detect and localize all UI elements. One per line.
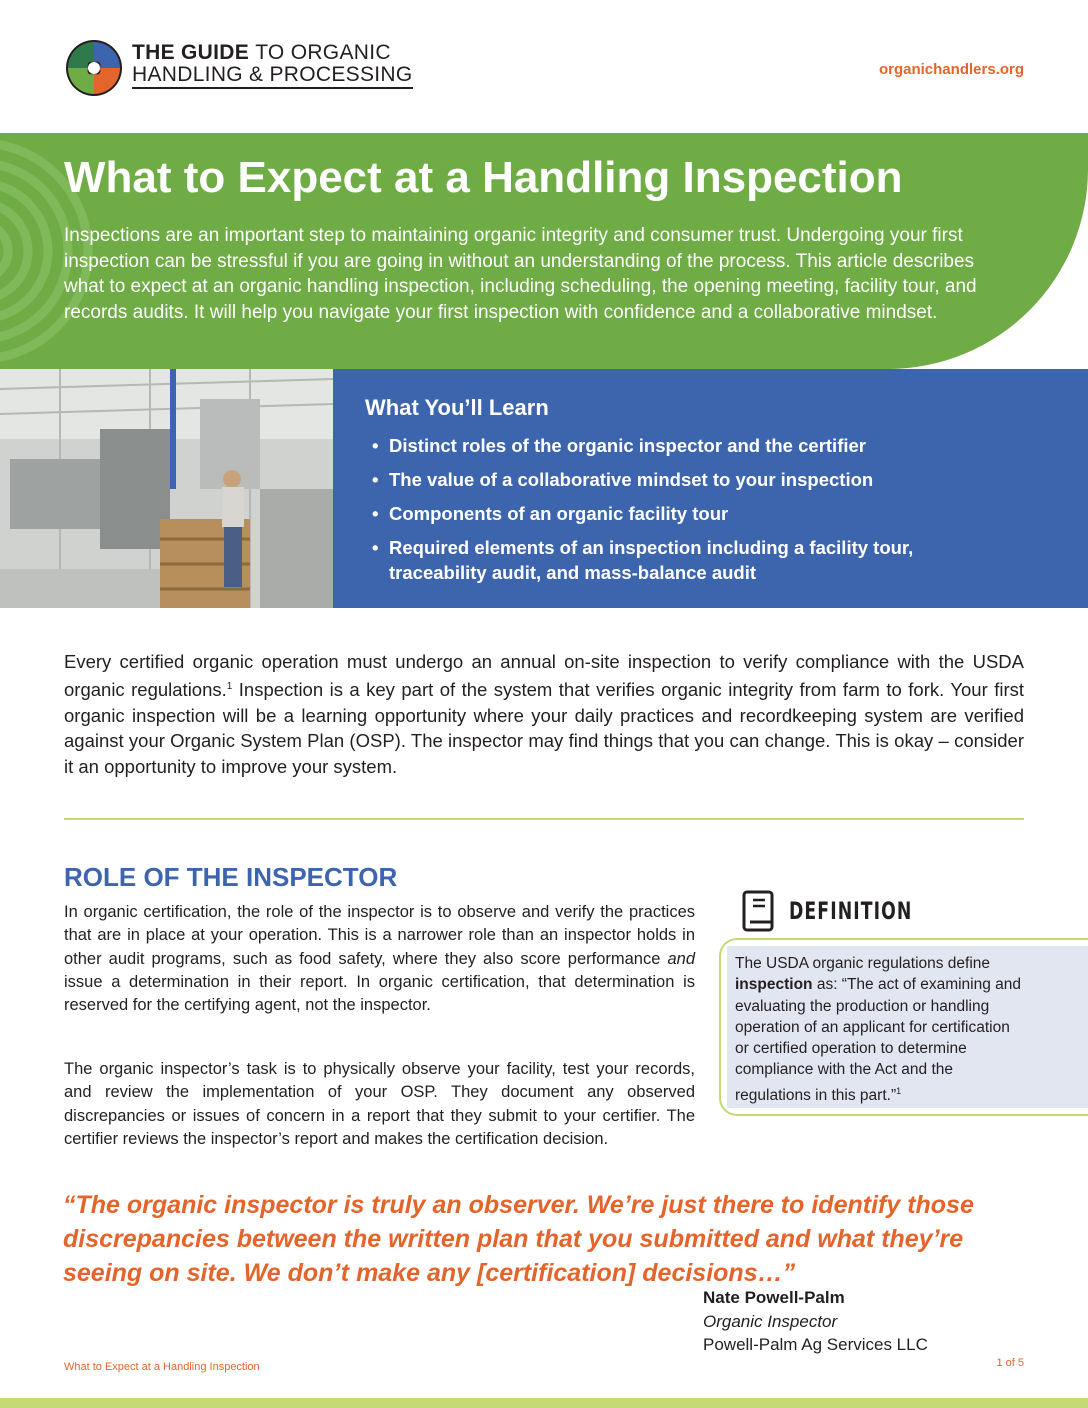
footer-bar — [0, 1398, 1088, 1408]
learn-item: • Distinct roles of the organic inspector and the certifier — [372, 433, 992, 458]
definition-label: DEFINITION — [789, 897, 913, 925]
definition-text — [735, 953, 1025, 1106]
role-p1-a: In organic certification, the role of the inspector is to observe and verify the practices that are in place at your operation. This is a narrower role than an inspector holds in other audit programs, such as food safety, where they also score performance — [64, 903, 695, 968]
role-paragraph-1 — [64, 901, 695, 1017]
intro-paragraph — [64, 649, 1024, 779]
footnote-ref[interactable]: 1 — [226, 681, 233, 693]
learn-title: What You’ll Learn — [365, 395, 549, 420]
quote-author-role: Organic Inspector — [703, 1312, 838, 1331]
book-icon — [741, 890, 775, 932]
footer-title: What to Expect at a Handling Inspection — [64, 1361, 260, 1373]
quote-author: Nate Powell-Palm — [703, 1288, 845, 1307]
brand-line2: HANDLING & PROCESSING — [132, 64, 413, 89]
learn-item: • The value of a collaborative mindset to your inspection — [372, 467, 992, 492]
para1-text-a: Every certified organic operation must undergo an annual on-site inspection to verify compliance with the USDA organic regulations. — [64, 651, 1024, 701]
def-text-a: The USDA organic regulations define — [735, 955, 991, 972]
role-paragraph-2: The organic inspector’s task is to physically observe your facility, test your records, and review the implementation of your OSP. They document any observed discrepancies or issues of concern in a report that they submit to your certifier. The certifier reviews the inspector’s report and makes the certification decision. — [64, 1060, 695, 1148]
role-p1-b: issue a determination in their report. In organic certification, that determination is reserved for the certifying agent, not the inspector. — [64, 972, 695, 1015]
guide-brand — [132, 42, 413, 89]
def-footnote-ref[interactable]: 1 — [896, 1085, 902, 1096]
learn-item: • Components of an organic facility tour — [372, 501, 992, 526]
page-number: 1 of 5 — [996, 1357, 1024, 1369]
section-divider — [64, 818, 1024, 820]
pull-quote: “The organic inspector is truly an observer. We’re just there to identify those discrepancies between the written plan that you submitted and what they’re seeing on site. We don’t make any [certification] decisions…” — [63, 1191, 974, 1287]
def-term: inspection — [735, 976, 813, 994]
site-link[interactable]: organichandlers.org — [878, 61, 1024, 78]
guide-logo — [64, 38, 124, 98]
quote-author-org: Powell-Palm Ag Services LLC — [703, 1335, 928, 1354]
intro-text: Inspections are an important step to maintaining organic integrity and consumer trust. Undergoing your first inspection can be stressful if you are going in without an understanding of the process. This article describes what to expect at an organic handling inspection, including scheduling, the opening meeting, facility tour, and records audits. It will help you navigate your first inspection with confidence and a collaborative mindset. — [64, 225, 977, 323]
learn-list — [372, 433, 992, 594]
def-text-b: as: “The act of examining and evaluating the production or handling operation of an applicant for certification or certified operation to determine compliance with the Act and the regulations in this part.” — [735, 976, 1022, 1104]
role-p1-em: and — [667, 949, 695, 968]
page-title: What to Expect at a Handling Inspection — [64, 153, 903, 202]
para1-text-b: Inspection is a key part of the system that verifies organic integrity from farm to fork. Your first organic inspection will be a learning opportunity where your daily practices and recordkeeping system are verified against your Organic System Plan (OSP). The inspector may find things that you can change. This is okay – consider it an opportunity to improve your system. — [64, 679, 1024, 777]
learn-item: • Required elements of an inspection including a facility tour, traceability audit, and mass-balance audit — [372, 535, 992, 585]
brand-rest: TO ORGANIC — [255, 41, 391, 64]
section-heading: ROLE OF THE INSPECTOR — [64, 862, 398, 892]
facility-photo — [0, 369, 333, 608]
brand-bold: THE GUIDE — [132, 41, 250, 64]
